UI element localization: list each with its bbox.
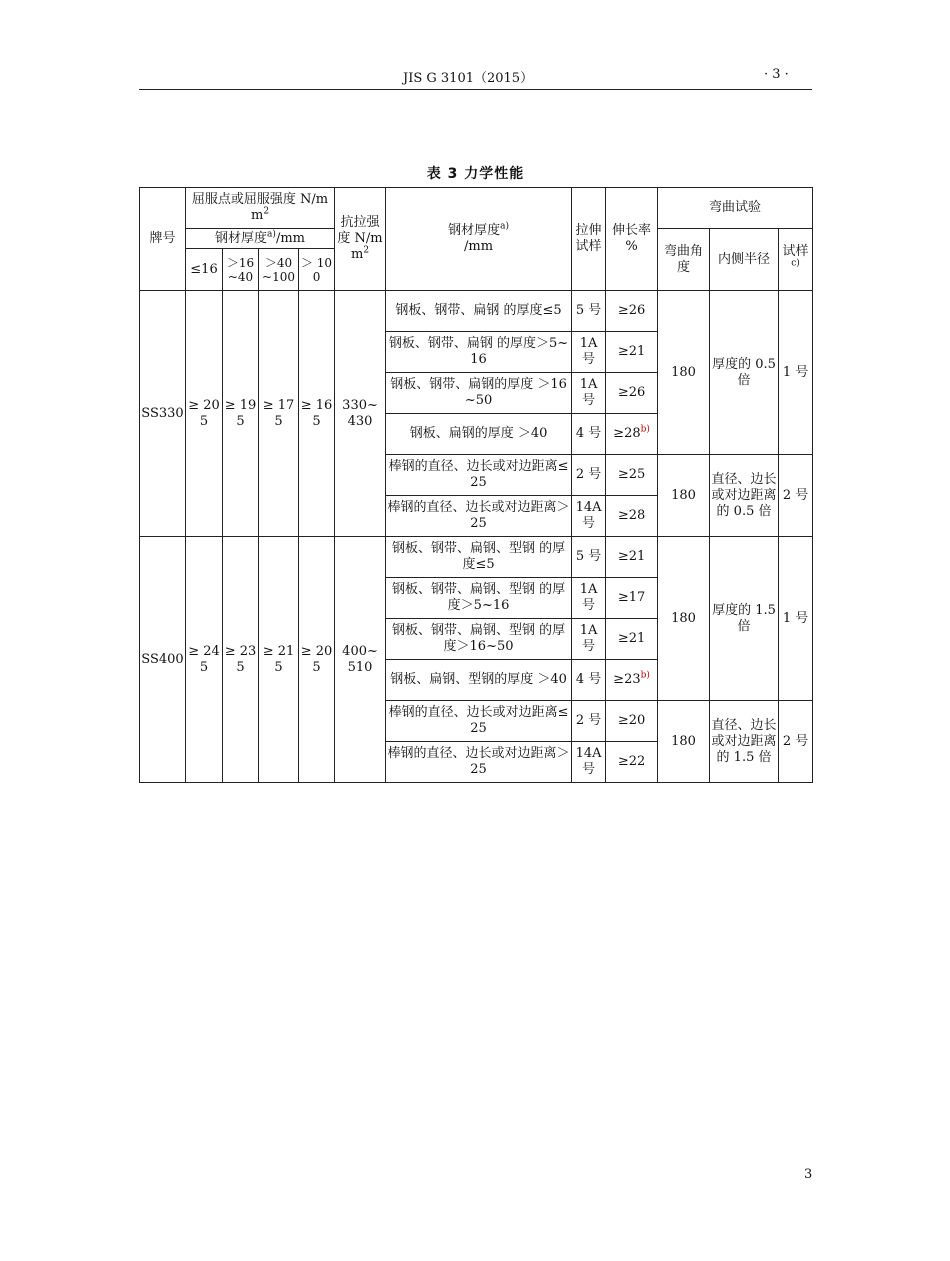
elongation-cell: ≥22	[606, 742, 658, 783]
mechanical-properties-table	[139, 187, 813, 783]
specimen-cell: 1A 号	[572, 578, 606, 619]
page-number: 3	[804, 1167, 813, 1182]
inner-radius-cell: 直径、边长或对边距离的 1.5 倍	[710, 701, 779, 783]
bend-angle-cell: 180	[658, 455, 710, 537]
thickness-cell: 钢板、扁钢的厚度 ＞40	[386, 414, 572, 455]
col-header-elongation: 伸长率 %	[606, 188, 658, 291]
yield-cell: ≥ 195	[223, 291, 259, 537]
bend-angle-cell: 180	[658, 537, 710, 701]
col-header-yield-thickness: 钢材厚度$^{a)}$/mm	[186, 229, 335, 249]
specimen-cell: 14A 号	[572, 742, 606, 783]
col-header-yield: 屈服点或屈服强度 $N/mm^2$	[186, 188, 335, 229]
bend-specimen-cell: 1 号	[779, 291, 813, 455]
col-header-inner-radius: 内侧半径	[710, 229, 779, 291]
thickness-cell: 棒钢的直径、边长或对边距离≤25	[386, 701, 572, 742]
col-header-thick-4: ＞ 100	[299, 249, 335, 291]
col-header-bend-specimen: 试样$^{c)}$	[779, 229, 813, 291]
thickness-cell: 棒钢的直径、边长或对边距离≤25	[386, 455, 572, 496]
yield-cell: ≥ 205	[299, 537, 335, 783]
inner-radius-cell: 厚度的 0.5 倍	[710, 291, 779, 455]
bend-specimen-cell: 2 号	[779, 701, 813, 783]
bend-specimen-cell: 2 号	[779, 455, 813, 537]
bend-angle-cell: 180	[658, 291, 710, 455]
elongation-cell: $\ge 23^{b)}$	[606, 660, 658, 701]
specimen-cell: 4 号	[572, 660, 606, 701]
elongation-cell: ≥26	[606, 291, 658, 332]
yield-cell: ≥ 175	[259, 291, 299, 537]
col-header-tensile: 抗拉强度 $N/mm^2$	[335, 188, 386, 291]
col-header-bend-angle: 弯曲角度	[658, 229, 710, 291]
specimen-cell: 4 号	[572, 414, 606, 455]
tensile-cell: 400~ 510	[335, 537, 386, 783]
specimen-cell: 5 号	[572, 291, 606, 332]
elongation-cell: $\ge 28^{b)}$	[606, 414, 658, 455]
col-header-thick-2: ＞16 ~40	[223, 249, 259, 291]
yield-cell: ≥ 205	[186, 291, 223, 537]
specimen-cell: 1A 号	[572, 373, 606, 414]
thickness-cell: 棒钢的直径、边长或对边距离＞25	[386, 496, 572, 537]
thickness-cell: 钢板、钢带、扁钢、型钢 的厚度＞16~50	[386, 619, 572, 660]
specimen-cell: 1A 号	[572, 332, 606, 373]
yield-cell: ≥ 245	[186, 537, 223, 783]
specimen-cell: 1A 号	[572, 619, 606, 660]
specimen-cell: 2 号	[572, 455, 606, 496]
elongation-cell: ≥21	[606, 537, 658, 578]
yield-cell: ≥ 235	[223, 537, 259, 783]
thickness-cell: 棒钢的直径、边长或对边距离＞25	[386, 742, 572, 783]
thickness-cell: 钢板、钢带、扁钢、型钢 的厚度＞5~16	[386, 578, 572, 619]
yield-cell: ≥ 165	[299, 291, 335, 537]
specimen-cell: 2 号	[572, 701, 606, 742]
elongation-cell: ≥17	[606, 578, 658, 619]
footnote-ref: b)	[640, 424, 650, 435]
tensile-cell: 330~ 430	[335, 291, 386, 537]
col-header-bend-test: 弯曲试验	[658, 188, 813, 229]
inner-radius-cell: 厚度的 1.5 倍	[710, 537, 779, 701]
elongation-cell: ≥26	[606, 373, 658, 414]
table-title: 表 3 力学性能	[426, 166, 525, 182]
thickness-cell: 钢板、钢带、扁钢 的厚度≤5	[386, 291, 572, 332]
inner-radius-cell: 直径、边长或对边距离的 0.5 倍	[710, 455, 779, 537]
col-header-thick-3: ＞40 ~100	[259, 249, 299, 291]
elongation-cell: ≥28	[606, 496, 658, 537]
thickness-cell: 钢板、钢带、扁钢的厚度 ＞16~50	[386, 373, 572, 414]
elongation-cell: ≥20	[606, 701, 658, 742]
thickness-cell: 钢板、钢带、扁钢、型钢 的厚度≤5	[386, 537, 572, 578]
yield-cell: ≥ 215	[259, 537, 299, 783]
col-header-thick-1: ≤16	[186, 249, 223, 291]
thickness-cell: 钢板、扁钢、型钢的厚度 ＞40	[386, 660, 572, 701]
footnote-ref: b)	[640, 670, 650, 681]
elongation-cell: ≥25	[606, 455, 658, 496]
col-header-grade: 牌号	[140, 188, 186, 291]
header-page-marker: · 3 ·	[764, 67, 789, 82]
bend-specimen-cell: 1 号	[779, 537, 813, 701]
col-header-tensile-specimen: 拉伸试样	[572, 188, 606, 291]
elongation-cell: ≥21	[606, 332, 658, 373]
grade-cell: SS400	[140, 537, 186, 783]
elongation-cell: ≥21	[606, 619, 658, 660]
bend-angle-cell: 180	[658, 701, 710, 783]
specimen-cell: 14A 号	[572, 496, 606, 537]
specimen-cell: 5 号	[572, 537, 606, 578]
header-standard-id: JIS G 3101（2015）	[403, 71, 534, 86]
grade-cell: SS330	[140, 291, 186, 537]
thickness-cell: 钢板、钢带、扁钢 的厚度＞5~16	[386, 332, 572, 373]
col-header-thickness: 钢材厚度$^{a)}$ /mm	[386, 188, 572, 291]
header-rule	[139, 89, 812, 90]
